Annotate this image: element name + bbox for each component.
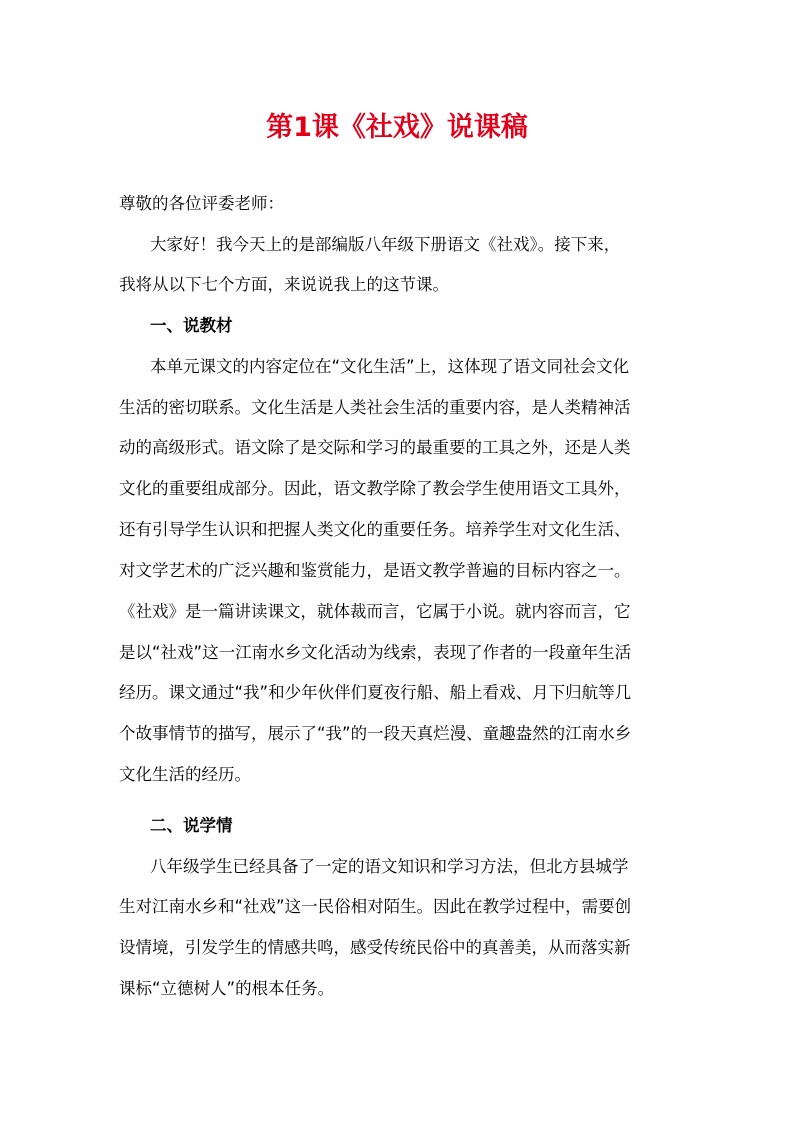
intro-line-1: 大家好！我今天上的是部编版八年级下册语文《社戏》。接下来， bbox=[150, 235, 621, 254]
section-heading-students: 二、说学情 bbox=[150, 816, 233, 835]
paragraph-line: 生活的密切联系。文化生活是人类社会生活的重要内容，是人类精神活 bbox=[119, 398, 631, 417]
paragraph-line: 课标“立德树人”的根本任务。 bbox=[119, 979, 335, 998]
paragraph-line: 《社戏》是一篇讲读课文，就体裁而言，它属于小说。就内容而言，它 bbox=[119, 602, 631, 621]
paragraph-line: 本单元课文的内容定位在“文化生活”上，这体现了语文同社会文化 bbox=[150, 357, 630, 376]
paragraph-line: 动的高级形式。语文除了是交际和学习的最重要的工具之外，还是人类 bbox=[119, 438, 631, 457]
paragraph-line: 设情境，引发学生的情感共鸣，感受传统民俗中的真善美，从而落实新 bbox=[119, 938, 631, 957]
paragraph-line: 生对江南水乡和“社戏”这一民俗相对陌生。因此在教学过程中，需要创 bbox=[119, 897, 632, 916]
paragraph-line: 还有引导学生认识和把握人类文化的重要任务。培养学生对文化生活、 bbox=[119, 520, 631, 539]
intro-line-2: 我将从以下七个方面，来说说我上的这节课。 bbox=[119, 275, 449, 294]
document-title: 第1课《社戏》说课稿 bbox=[266, 112, 528, 143]
paragraph-line: 八年级学生已经具备了一定的语文知识和学习方法，但北方县城学 bbox=[150, 857, 629, 876]
paragraph-line: 是以“社戏”这一江南水乡文化活动为线索，表现了作者的一段童年生活 bbox=[119, 643, 632, 662]
paragraph-line: 文化的重要组成部分。因此，语文教学除了教会学生使用语文工具外， bbox=[119, 479, 631, 498]
paragraph-line: 个故事情节的描写，展示了“我”的一段天真烂漫、童趣盎然的江南水乡 bbox=[119, 724, 632, 743]
paragraph-line: 对文学艺术的广泛兴趣和鉴赏能力，是语文教学普遍的目标内容之一。 bbox=[119, 561, 631, 580]
paragraph-line: 文化生活的经历。 bbox=[119, 765, 251, 784]
section-heading-textbook: 一、说教材 bbox=[150, 316, 233, 335]
greeting: 尊敬的各位评委老师： bbox=[119, 194, 284, 213]
paragraph-line: 经历。课文通过“我”和少年伙伴们夏夜行船、船上看戏、月下归航等几 bbox=[119, 683, 632, 702]
